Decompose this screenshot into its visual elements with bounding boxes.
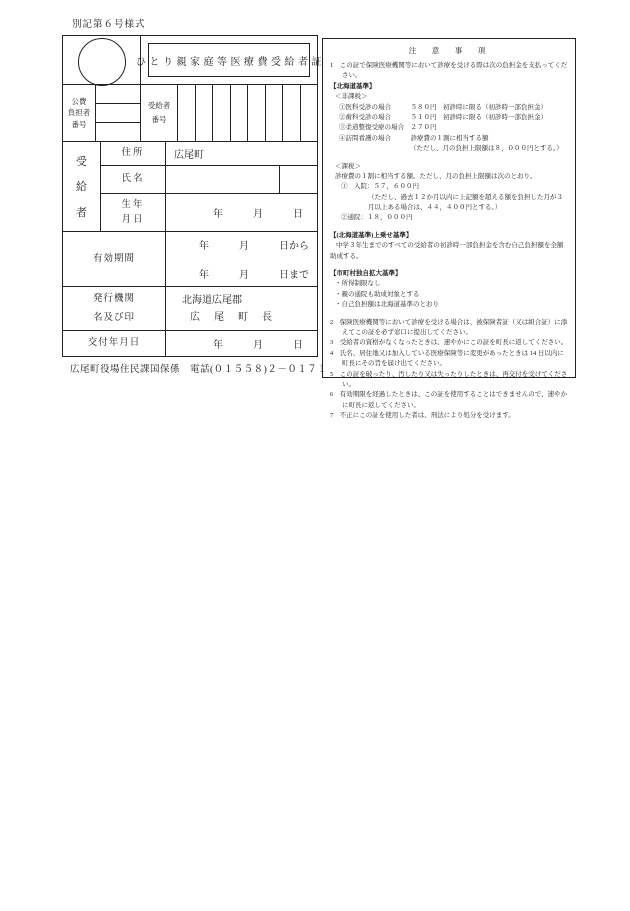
certificate-header-row (63, 36, 322, 85)
certificate-title: ひ と り 親 家 庭 等 医 療 費 受 給 者 証 (148, 43, 310, 77)
recipient-char1: 受 (76, 155, 87, 168)
note-item-1: 1 この証で保険医療機関等において診療を受ける際は次の負担金を支払ってください。 (330, 62, 568, 80)
name-row (101, 166, 317, 194)
issuer-value (166, 287, 317, 330)
contact-line: 広尾町役場住民課国保係 電話(０１５５８)２－０１７１ (70, 365, 328, 375)
note-item-5: 5 この証を破ったり、汚したり又は失ったりしたときは、再交付を受けてください。 (330, 370, 568, 388)
name-label-text: 氏名 (121, 174, 145, 185)
address-row (101, 142, 317, 166)
municipal-standard-header: 【市町村独自拡大基準】 (330, 270, 402, 278)
hokkaido-standard-header: 【北海道基準】 (330, 82, 376, 90)
payer-label-line3: 番号 (71, 119, 87, 129)
form-number-label: 別記第６号様式 (72, 20, 146, 30)
validity-value (166, 232, 317, 286)
seal-area (63, 36, 141, 84)
issue-date-label (63, 331, 166, 356)
birthdate-label (101, 194, 166, 231)
birthdate-value: 年 月 日 (213, 209, 303, 220)
issuer-mayor: 広 尾 町 長 (190, 311, 274, 323)
fee-medical: ①医科受診の場合 ５８０円 初診時に限る（初診時一部負担金） (339, 103, 547, 111)
name-main-cell (166, 166, 280, 193)
validity-label-text: 有効期間 (92, 253, 135, 264)
fee-home-nursing: ④訪問看護の場合 診療費の１割に相当する額 (339, 134, 489, 142)
number-row (63, 85, 317, 142)
address-label-text: 住所 (121, 148, 145, 159)
cap-inpatient: ① 入院：５７，６００円 (341, 183, 419, 191)
recipient-number-cell (213, 85, 231, 141)
fee-judo-therapy: ③柔道整復受療の場合 ２７０円 (339, 124, 437, 132)
payer-number-cell (96, 123, 140, 141)
recipient-number-label-line2: 番号 (151, 115, 167, 124)
recipient-number-label-line1: 受給者 (147, 100, 171, 110)
issue-date-value: 年 月 日 (213, 340, 303, 351)
payer-label-line1: 公費 (71, 97, 87, 107)
validity-to: 年 月 日まで (199, 270, 309, 281)
municipal-rule-parent: ・親の通院も助成対象とする (335, 290, 420, 298)
issuer-label (63, 287, 166, 330)
recipient-vertical-label (63, 142, 101, 231)
public-expense-payer-number-label (63, 85, 96, 141)
title-cell (136, 36, 322, 84)
recipient-char2: 給 (76, 181, 87, 194)
name-side-cell (280, 166, 317, 193)
address-value: 広尾町 (174, 150, 204, 161)
birthdate-row (101, 194, 317, 231)
notes-title: 注 意 事 項 (408, 46, 490, 55)
issuer-label-line1: 発行機関 (92, 294, 135, 305)
issue-date-row (63, 331, 317, 356)
municipal-rule-income: ・所得制限なし (335, 280, 381, 288)
recipient-number-cell (248, 85, 266, 141)
seal-circle-icon (78, 38, 126, 86)
addon-standard-header: 【(北海道基準)上乗せ基準】 (330, 231, 413, 239)
cap-inpatient-note: （ただし、過去１２か月以内に上記額を超える額を負担した月が３月以上ある場合は、４４，４００円とする。） (368, 193, 563, 212)
note-item-2: 2 保険医療機関等において診療を受ける場合は、被保険者証（又は組合証）に添えてこの証を必ず窓口に提出してください。 (330, 318, 568, 336)
recipient-info-rows (63, 142, 317, 232)
payer-number-cell (96, 85, 140, 104)
cap-outpatient: ②通院：１８，０００円 (341, 214, 413, 222)
recipient-number-cell (283, 85, 301, 141)
fee-dental: ②歯科受診の場合 ５１０円 初診時に限る（初診時一部負担金） (339, 113, 547, 121)
certificate-table (62, 35, 322, 357)
payer-number-cells (96, 85, 141, 141)
recipient-number-label (141, 85, 178, 141)
recipient-number-cell (196, 85, 214, 141)
recipient-number-cell (231, 85, 249, 141)
notes-panel (322, 38, 576, 420)
recipient-char3: 者 (76, 207, 87, 220)
issue-date-label-text: 交付年月日 (87, 338, 141, 349)
issuer-row (63, 287, 317, 331)
name-label (101, 166, 166, 193)
birthdate-label-line1: 生年 (121, 200, 145, 211)
birthdate-label-line2: 月日 (121, 214, 145, 225)
validity-label (63, 232, 166, 286)
fee-home-nursing-note: （ただし、月の負担上限額は８，０００円とする。） (410, 145, 563, 153)
recipient-number-cell (266, 85, 284, 141)
taxable-rule: 診療費の１割に相当する額。ただし、月の負担上限額は次のとおり。 (335, 172, 537, 180)
addon-standard-text: 中学３年生までのすべての受給者の初診時一部負担金を含む自己負担額を全額助成する。 (330, 242, 564, 260)
note-item-3: 3 受給者の資格がなくなったときは、速やかにこの証を町長に返してください。 (330, 339, 568, 347)
payer-label-line2: 負担者 (67, 108, 91, 118)
address-label (101, 142, 166, 165)
note-item-4: 4 氏名、居住地又は加入している医療保険等に変更があったときは 14 日以内に町長にその旨を届け出てください。 (330, 349, 564, 368)
recipient-number-grid (178, 85, 317, 141)
validity-row (63, 232, 317, 287)
issuer-district: 北海道広尾郡 (182, 294, 242, 306)
note-item-7: 7 不正にこの証を使用した者は、刑法により処分を受けます。 (330, 412, 515, 420)
recipient-number-cell (178, 85, 196, 141)
municipal-rule-copay: ・自己負担額は北海道基準のとおり (335, 301, 439, 309)
nontaxable-bracket: ＜非課税＞ (335, 93, 368, 101)
validity-from: 年 月 日から (199, 241, 309, 252)
name-value (166, 166, 317, 193)
payer-number-cell (96, 104, 140, 123)
note-item-6: 6 有効期限を経過したときは、この証を使用することはできませんので、速やかに町長に返してください。 (330, 391, 568, 409)
taxable-bracket: ＜課税＞ (335, 162, 361, 170)
issuer-label-line2: 名及び印 (92, 312, 135, 323)
recipient-number-cell (301, 85, 318, 141)
